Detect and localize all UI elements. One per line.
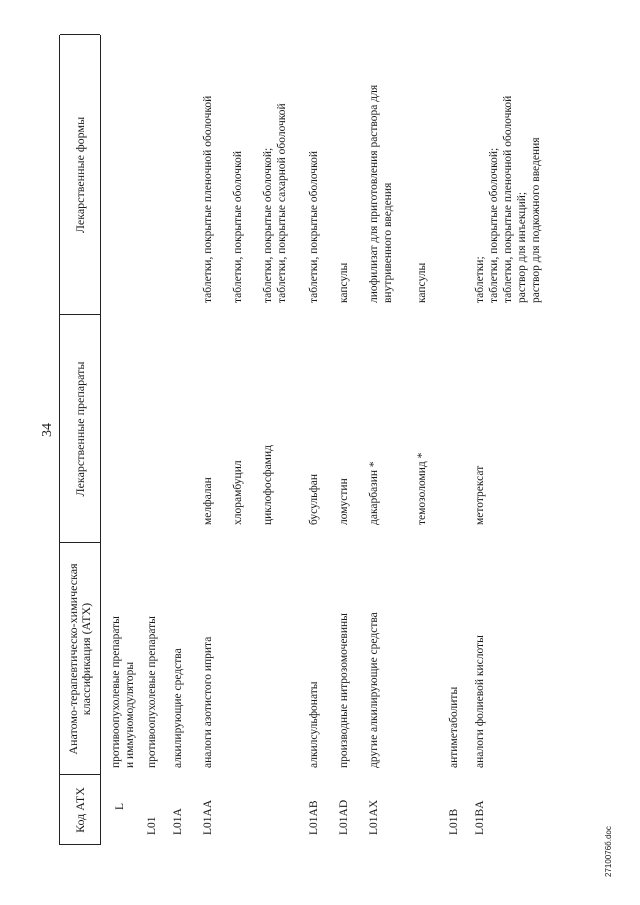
row-form: таблетки, покрытые оболочкой; (262, 147, 274, 303)
header-classification-line1: Анатомо-терапевтическо-химическая (66, 563, 80, 755)
header-code: Код АТХ (72, 787, 87, 833)
row-form: раствор для подкожного введения (530, 137, 542, 303)
row-classification: аналоги азотистого иприта (202, 636, 214, 768)
header-drugs: Лекарственные препараты (72, 361, 87, 497)
row-form: таблетки, покрытые пленочной оболочкой (202, 95, 214, 303)
row-code: L01BA (474, 800, 486, 835)
row-form: таблетки, покрытые оболочкой; (488, 147, 500, 303)
row-form: таблетки, покрытые сахарной оболочкой (276, 103, 288, 303)
row-form: таблетки, покрытые пленочной оболочкой (502, 95, 514, 303)
row-form: таблетки; (474, 256, 486, 303)
header-classification (60, 543, 100, 775)
footer-filename: 2710076б.doc (604, 826, 613, 877)
row-form: раствор для инъекций; (516, 191, 528, 303)
row-code: L01AX (368, 799, 380, 835)
row-drug: дакарбазин * (368, 461, 380, 525)
row-classification: и иммуномодуляторы (124, 661, 136, 768)
header-classification-line2: классификация (АТХ) (79, 602, 93, 716)
row-form: капсулы (416, 262, 428, 303)
row-code: L01B (448, 808, 460, 835)
row-drug: хлорамбуцил (232, 460, 244, 525)
row-drug: темозоломид * (416, 452, 428, 525)
row-code: L01 (146, 816, 158, 835)
page-number: 34 (40, 423, 55, 437)
row-code: L01AB (308, 800, 320, 835)
row-code: L01A (172, 808, 184, 835)
row-code: L (114, 802, 126, 810)
row-classification: алкилирующие средства (172, 648, 184, 768)
row-code: L01AA (202, 799, 214, 835)
row-form: таблетки, покрытые оболочкой (232, 151, 244, 303)
row-drug: метотрексат (474, 465, 486, 525)
row-form: капсулы (338, 262, 350, 303)
row-drug: циклофосфамид (262, 445, 274, 525)
row-classification: другие алкилирующие средства (368, 612, 380, 768)
row-drug: мелфалан (202, 477, 214, 525)
row-drug: бусульфан (308, 473, 320, 525)
row-form: внутривенного введения (382, 182, 394, 303)
row-form: таблетки, покрытые оболочкой (308, 151, 320, 303)
table-header-rule (100, 35, 101, 845)
row-form: лиофилизат для приготовления раствора для (368, 84, 380, 303)
row-classification: противоопухолевые препараты (146, 616, 158, 768)
row-code: L01AD (338, 799, 350, 835)
row-classification: аналоги фолиевой кислоты (474, 635, 486, 768)
row-classification: алкилсульфонаты (308, 681, 320, 768)
row-classification: противоопухолевые препараты (110, 616, 122, 768)
row-classification: производные нитрозомочевины (338, 613, 350, 768)
row-classification: антиметаболиты (448, 686, 460, 768)
row-drug: ломустин (338, 478, 350, 525)
header-forms: Лекарственные формы (72, 116, 87, 234)
